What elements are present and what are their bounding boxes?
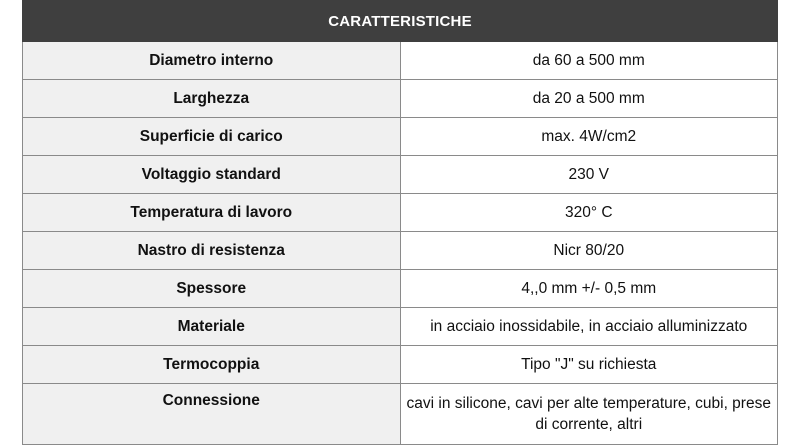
- row-label: Diametro interno: [23, 42, 401, 80]
- row-label: Voltaggio standard: [23, 156, 401, 194]
- table-row: [23, 270, 778, 308]
- row-value: 320° C: [400, 194, 778, 232]
- row-label: Nastro di resistenza: [23, 232, 401, 270]
- table-row: [23, 118, 778, 156]
- row-label: Spessore: [23, 270, 401, 308]
- row-value: da 60 a 500 mm: [400, 42, 778, 80]
- table-row: [23, 156, 778, 194]
- table-row: [23, 346, 778, 384]
- table-row: [23, 194, 778, 232]
- table-header-row: [23, 1, 778, 42]
- table-title: CARATTERISTICHE: [23, 1, 778, 42]
- row-label: Connessione: [23, 384, 401, 445]
- specifications-table: [22, 0, 778, 445]
- table-row: [23, 384, 778, 445]
- row-value: 230 V: [400, 156, 778, 194]
- table-row: [23, 308, 778, 346]
- row-value: Nicr 80/20: [400, 232, 778, 270]
- row-value: in acciaio inossidabile, in acciaio alluminizzato: [400, 308, 778, 346]
- table-row: [23, 80, 778, 118]
- row-label: Superficie di carico: [23, 118, 401, 156]
- specifications-table-container: [22, 0, 778, 445]
- row-label: Larghezza: [23, 80, 401, 118]
- row-value: da 20 a 500 mm: [400, 80, 778, 118]
- row-value: Tipo "J" su richiesta: [400, 346, 778, 384]
- row-label: Termocoppia: [23, 346, 401, 384]
- row-label: Materiale: [23, 308, 401, 346]
- row-label: Temperatura di lavoro: [23, 194, 401, 232]
- table-row: [23, 232, 778, 270]
- row-value: cavi in silicone, cavi per alte temperature, cubi, prese di corrente, altri: [400, 384, 778, 445]
- row-value: 4,,0 mm +/- 0,5 mm: [400, 270, 778, 308]
- row-value: max. 4W/cm2: [400, 118, 778, 156]
- table-row: [23, 42, 778, 80]
